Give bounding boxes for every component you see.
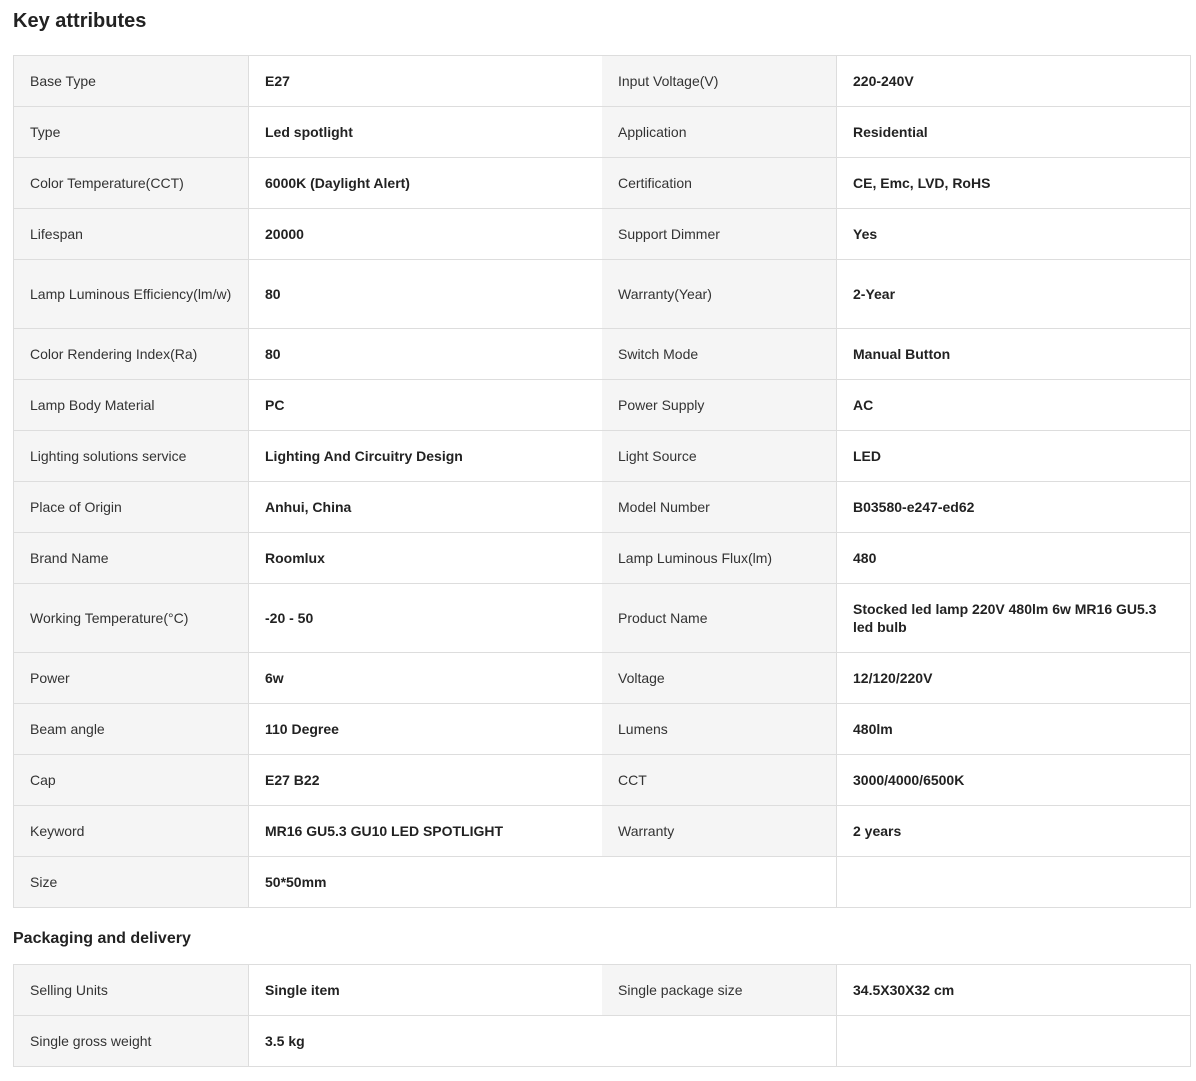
attribute-label: Input Voltage(V): [602, 56, 837, 106]
attribute-value: B03580-e247-ed62: [837, 482, 1191, 532]
attribute-value: Anhui, China: [249, 482, 602, 532]
empty-cell: [602, 857, 837, 907]
attribute-value: 6w: [249, 653, 602, 703]
attribute-label: Lamp Luminous Flux(lm): [602, 533, 837, 583]
attribute-value: 80: [249, 260, 602, 328]
table-row: [14, 806, 1191, 857]
attribute-label: Type: [14, 107, 249, 157]
attribute-value: 3.5 kg: [249, 1016, 602, 1066]
attribute-label: Voltage: [602, 653, 837, 703]
packaging-table: [13, 964, 1191, 1067]
attribute-value: 80: [249, 329, 602, 379]
empty-cell: [602, 1016, 837, 1066]
attribute-label: Beam angle: [14, 704, 249, 754]
attribute-label: Color Temperature(CCT): [14, 158, 249, 208]
attribute-value: MR16 GU5.3 GU10 LED SPOTLIGHT: [249, 806, 602, 856]
attribute-value: Single item: [249, 965, 602, 1015]
attribute-label: Warranty(Year): [602, 260, 837, 328]
table-row: [14, 584, 1191, 653]
attribute-value: E27: [249, 56, 602, 106]
attribute-value: CE, Emc, LVD, RoHS: [837, 158, 1191, 208]
empty-cell: [837, 857, 1191, 907]
attribute-value: 480: [837, 533, 1191, 583]
packaging-title: Packaging and delivery: [13, 930, 191, 947]
table-row: [14, 158, 1191, 209]
table-row: [14, 653, 1191, 704]
attribute-value: 2-Year: [837, 260, 1191, 328]
table-row: [14, 56, 1191, 107]
attribute-label: Color Rendering Index(Ra): [14, 329, 249, 379]
attribute-label: Place of Origin: [14, 482, 249, 532]
attribute-value: Yes: [837, 209, 1191, 259]
attribute-label: Model Number: [602, 482, 837, 532]
attribute-label: Cap: [14, 755, 249, 805]
attribute-value: Stocked led lamp 220V 480lm 6w MR16 GU5.3 led bulb: [837, 584, 1191, 652]
attribute-value: E27 B22: [249, 755, 602, 805]
table-row: [14, 431, 1191, 482]
attribute-label: Support Dimmer: [602, 209, 837, 259]
attribute-value: Led spotlight: [249, 107, 602, 157]
attribute-value: PC: [249, 380, 602, 430]
attribute-value: 6000K (Daylight Alert): [249, 158, 602, 208]
table-row: [14, 755, 1191, 806]
attribute-value: Manual Button: [837, 329, 1191, 379]
attribute-label: Product Name: [602, 584, 837, 652]
table-row: [14, 704, 1191, 755]
attribute-label: Application: [602, 107, 837, 157]
table-row: [14, 965, 1191, 1016]
attribute-label: Certification: [602, 158, 837, 208]
attribute-label: Lifespan: [14, 209, 249, 259]
attribute-value: 12/120/220V: [837, 653, 1191, 703]
table-row: [14, 209, 1191, 260]
table-row: [14, 107, 1191, 158]
attribute-label: Brand Name: [14, 533, 249, 583]
attribute-label: Lamp Body Material: [14, 380, 249, 430]
attribute-label: Single gross weight: [14, 1016, 249, 1066]
attribute-value: Roomlux: [249, 533, 602, 583]
table-row: [14, 533, 1191, 584]
attribute-label: Selling Units: [14, 965, 249, 1015]
attribute-label: Warranty: [602, 806, 837, 856]
attribute-value: 50*50mm: [249, 857, 602, 907]
attribute-label: CCT: [602, 755, 837, 805]
attribute-label: Keyword: [14, 806, 249, 856]
attribute-label: Single package size: [602, 965, 837, 1015]
key-attributes-table: [13, 55, 1191, 908]
attribute-value: 2 years: [837, 806, 1191, 856]
attribute-value: 3000/4000/6500K: [837, 755, 1191, 805]
table-row: [14, 482, 1191, 533]
table-row: [14, 260, 1191, 329]
key-attributes-title: Key attributes: [13, 10, 147, 32]
attribute-label: Lighting solutions service: [14, 431, 249, 481]
attribute-value: 480lm: [837, 704, 1191, 754]
table-row: [14, 329, 1191, 380]
attribute-label: Switch Mode: [602, 329, 837, 379]
table-row: [14, 380, 1191, 431]
attribute-value: AC: [837, 380, 1191, 430]
attribute-value: LED: [837, 431, 1191, 481]
attribute-value: Lighting And Circuitry Design: [249, 431, 602, 481]
attribute-value: 220-240V: [837, 56, 1191, 106]
attribute-label: Base Type: [14, 56, 249, 106]
attribute-value: Residential: [837, 107, 1191, 157]
attribute-value: 34.5X30X32 cm: [837, 965, 1191, 1015]
table-row: [14, 1016, 1191, 1067]
table-row: [14, 857, 1191, 908]
attribute-label: Light Source: [602, 431, 837, 481]
empty-cell: [837, 1016, 1191, 1066]
attribute-label: Power Supply: [602, 380, 837, 430]
attribute-label: Working Temperature(°C): [14, 584, 249, 652]
attribute-label: Size: [14, 857, 249, 907]
attribute-value: 110 Degree: [249, 704, 602, 754]
attribute-label: Power: [14, 653, 249, 703]
attribute-value: -20 - 50: [249, 584, 602, 652]
attribute-value: 20000: [249, 209, 602, 259]
attribute-label: Lumens: [602, 704, 837, 754]
attribute-label: Lamp Luminous Efficiency(lm/w): [14, 260, 249, 328]
